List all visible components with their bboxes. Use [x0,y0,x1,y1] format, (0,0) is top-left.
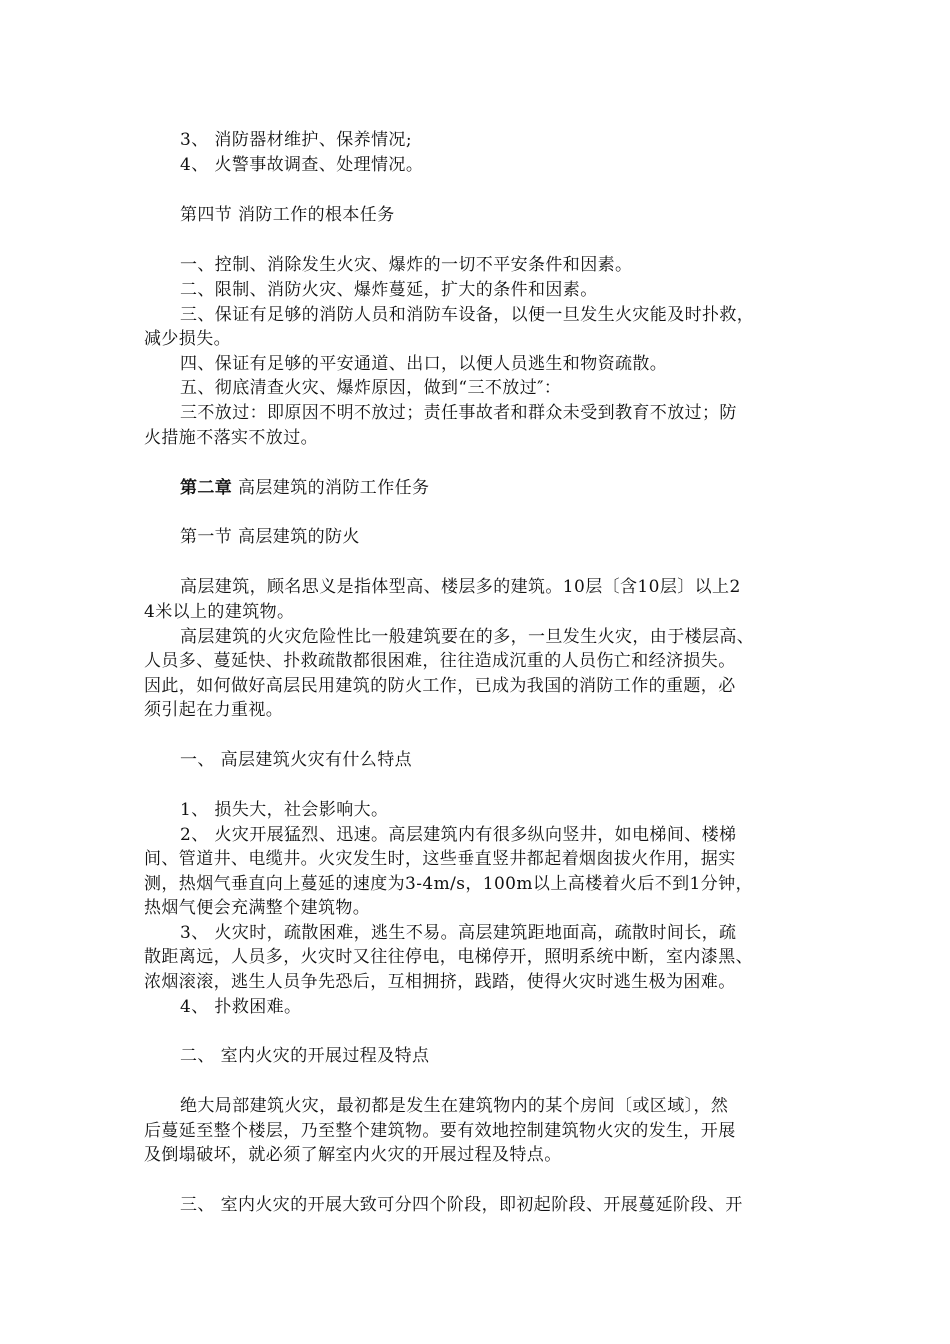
list-item: 1、 损失大，社会影响大。 [180,800,389,820]
subsection-heading: 一、 高层建筑火灾有什么特点 [180,750,413,770]
list-item: 三、保证有足够的消防人员和消防车设备，以便一旦发生火灾能及时扑救， [180,305,755,325]
paragraph-line: 测，热烟气垂直向上蔓延的速度为3-4m/s，100m以上高楼着火后不到1分钟， [144,874,753,894]
paragraph-line: 浓烟滚滚，逃生人员争先恐后，互相拥挤，践踏，使得火灾时逃生极为困难。 [144,972,736,992]
list-item: 五、彻底清查火灾、爆炸原因，做到“三不放过″： [180,378,562,398]
list-item: 四、保证有足够的平安通道、出口，以便人员逃生和物资疏散。 [180,354,668,374]
list-item: 3、 火灾时，疏散困难，逃生不易。高层建筑距地面高，疏散时间长，疏 [180,923,737,943]
list-item: 一、控制、消除发生火灾、爆炸的一切不平安条件和因素。 [180,255,633,275]
paragraph-line: 减少损失。 [144,329,231,349]
list-item: 二、限制、消防火灾、爆炸蔓延，扩大的条件和因素。 [180,280,598,300]
paragraph-line: 4米以上的建筑物。 [144,602,295,622]
paragraph-line: 须引起在力重视。 [144,700,284,720]
chapter-title: 高层建筑的消防工作任务 [232,478,430,498]
subsection-heading: 二、 室内火灾的开展过程及特点 [180,1046,430,1066]
paragraph-line: 火措施不落实不放过。 [144,428,318,448]
paragraph-line: 热烟气便会充满整个建筑物。 [144,898,371,918]
paragraph-line: 间、管道井、电缆井。火灾发生时，这些垂直竖井都起着烟囱拔火作用，据实 [144,849,736,869]
section-heading: 第一节 高层建筑的防火 [180,527,360,547]
paragraph-line: 因此，如何做好高层民用建筑的防火工作，已成为我国的消防工作的重题，必 [144,676,736,696]
paragraph-line: 高层建筑的火灾危险性比一般建筑要在的多，一旦发生火灾，由于楼层高、 [180,627,755,647]
list-item: 2、 火灾开展猛烈、迅速。高层建筑内有很多纵向竖井，如电梯间、楼梯 [180,825,737,845]
paragraph-line: 三不放过：即原因不明不放过；责任事故者和群众未受到教育不放过；防 [180,403,737,423]
paragraph-line: 及倒塌破坏，就必须了解室内火灾的开展过程及特点。 [144,1145,562,1165]
paragraph-line: 高层建筑，顾名思义是指体型高、楼层多的建筑。10层〔含10层〕以上2 [180,577,741,597]
chapter-heading [180,476,840,500]
subsection-heading: 三、 室内火灾的开展大致可分四个阶段，即初起阶段、开展蔓延阶段、开 [180,1195,743,1215]
section-heading: 第四节 消防工作的根本任务 [180,205,395,225]
paragraph-line: 绝大局部建筑火灾，最初都是发生在建筑物内的某个房间〔或区域〕，然 [180,1096,729,1116]
paragraph-line: 后蔓延至整个楼层，乃至整个建筑物。要有效地控制建筑物火灾的发生，开展 [144,1121,736,1141]
list-item: 4、 火警事故调查、处理情况。 [180,155,424,175]
list-item: 3、 消防器材维护、保养情况; [180,130,412,150]
paragraph-line: 人员多、蔓延快、扑救疏散都很困难，往往造成沉重的人员伤亡和经济损失。 [144,651,736,671]
chapter-number: 第二章 [180,478,233,498]
paragraph-line: 散距离远，人员多，火灾时又往往停电，电梯停开，照明系统中断，室内漆黑、 [144,947,753,967]
list-item: 4、 扑救困难。 [180,997,302,1017]
